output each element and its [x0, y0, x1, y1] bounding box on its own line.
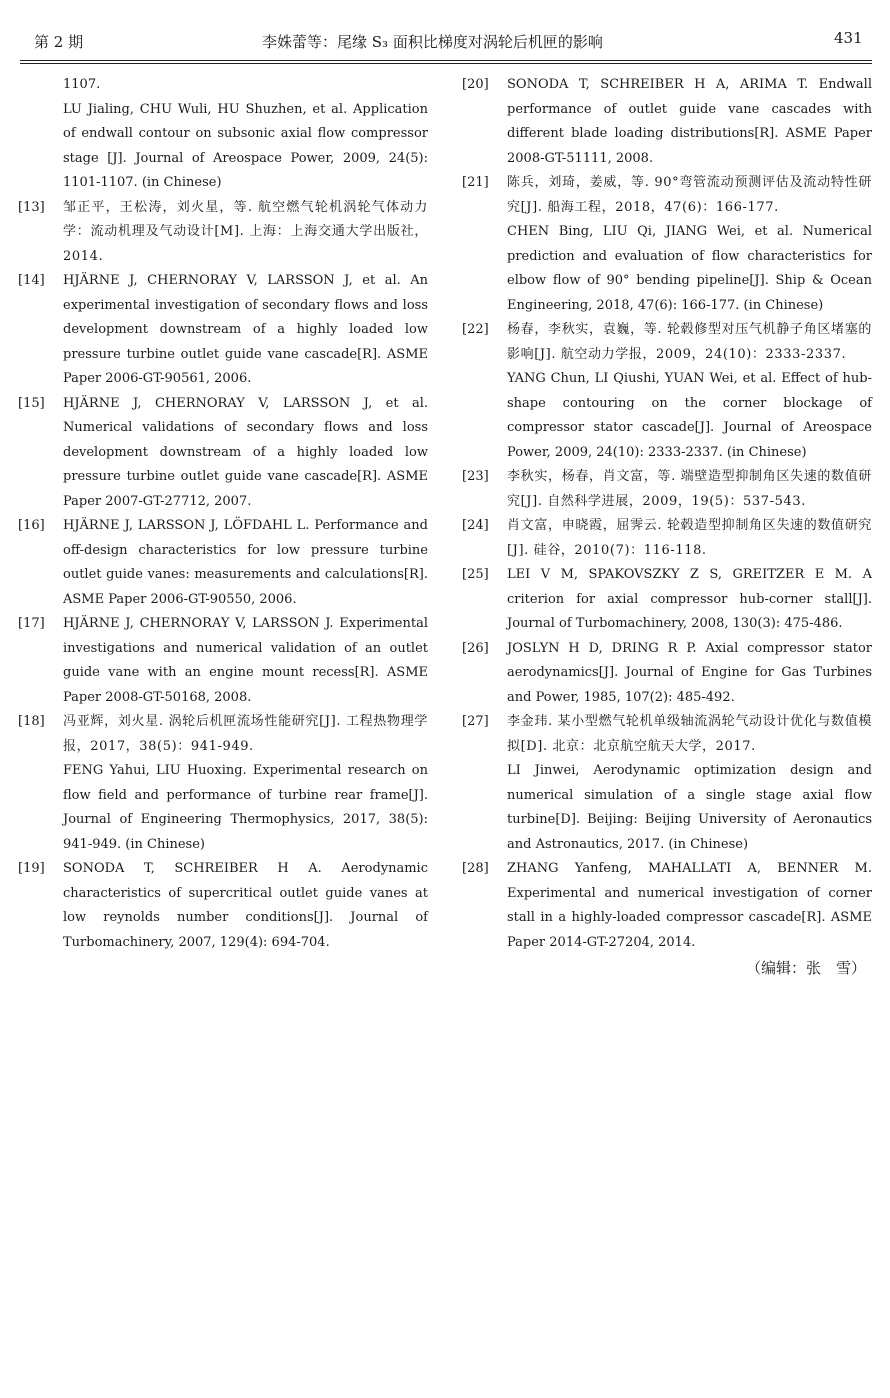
reference-text	[63, 392, 428, 515]
reference-paragraph: ZHANG Yanfeng, MAHALLATI A, BENNER M. Experimental and numerical investigation of corner stall in a highly-loaded compressor cascade[R]. ASME Paper 2014-GT-27204, 2014.	[507, 861, 872, 950]
reference-number: [18]	[18, 714, 45, 729]
reference-number: [19]	[18, 861, 45, 876]
reference-entry	[462, 710, 872, 857]
reference-text	[63, 196, 428, 270]
header-rule-thin	[20, 63, 872, 64]
reference-number: [14]	[18, 273, 45, 288]
reference-text	[507, 857, 872, 955]
reference-number: [15]	[18, 395, 45, 411]
reference-entry	[462, 514, 872, 563]
reference-text	[507, 465, 872, 514]
reference-paragraph: 邹正平，王松涛，刘火星，等. 航空燃气轮机涡轮气体动力学：流动机理及气动设计[M]. 上海：上海交通大学出版社，2014.	[63, 199, 428, 264]
editor-credit: （编辑：张 雪）	[746, 959, 867, 977]
reference-entry	[18, 392, 428, 515]
reference-text	[63, 857, 428, 955]
reference-paragraph: LU Jialing, CHU Wuli, HU Shuzhen, et al. Application of endwall contour on subsonic axial flow compressor stage [J]. Journal of Areospace Power, 2009, 24(5): 1101-1107. (in Chinese)	[63, 101, 428, 190]
reference-entry	[18, 612, 428, 710]
reference-number: [13]	[18, 199, 45, 215]
reference-paragraph: HJÄRNE J, CHERNORAY V, LARSSON J. Experimental investigations and numerical validation of an outlet guide vane with an engine mount recess[R]. ASME Paper 2008-GT-50168, 2008.	[63, 616, 428, 705]
reference-text	[507, 318, 872, 465]
reference-paragraph: LI Jinwei, Aerodynamic optimization design and numerical simulation of a single stage axial flow turbine[D]. Beijing: Beijing University of Aeronautics and Astronautics, 2017. (in Chinese)	[507, 763, 872, 852]
issue-label: 第 2 期	[34, 33, 84, 51]
reference-text	[507, 710, 872, 857]
reference-entry	[462, 465, 872, 514]
reference-entry	[462, 318, 872, 465]
running-title: 李姝蕾等：尾缘 S₃ 面积比梯度对涡轮后机匣的影响	[262, 33, 603, 51]
reference-paragraph: JOSLYN H D, DRING R P. Axial compressor stator aerodynamics[J]. Journal of Engine for Gas Turbines and Power, 1985, 107(2): 485-492.	[507, 640, 872, 705]
reference-entry	[18, 514, 428, 612]
reference-entry	[18, 857, 428, 955]
reference-paragraph: 李金玮. 某小型燃气轮机单级轴流涡轮气动设计优化与数值模拟[D]. 北京：北京航空航天大学，2017.	[507, 714, 872, 754]
reference-entry	[462, 857, 872, 955]
reference-text	[507, 514, 872, 563]
reference-entry	[18, 269, 428, 392]
reference-entry	[462, 171, 872, 318]
reference-number: [26]	[462, 640, 489, 656]
reference-text	[63, 269, 428, 392]
reference-text	[507, 171, 872, 318]
reference-text	[507, 637, 872, 711]
header-rule-thick	[20, 60, 872, 61]
reference-number: [24]	[462, 518, 489, 533]
page-number: 431	[834, 29, 863, 47]
reference-paragraph: 1107.	[63, 77, 101, 92]
reference-paragraph: 李秋实，杨春，肖文富，等. 端壁造型抑制角区失速的数值研究[J]. 自然科学进展，2009，19(5)：537-543.	[507, 469, 872, 509]
reference-entry	[462, 73, 872, 171]
reference-number: [28]	[462, 861, 489, 876]
reference-text	[63, 514, 428, 612]
reference-number: [25]	[462, 567, 489, 582]
reference-paragraph: LEI V M, SPAKOVSZKY Z S, GREITZER E M. A criterion for axial compressor hub-corner stall[J]. Journal of Turbomachinery, 2008, 130(3): 475-486.	[507, 567, 872, 631]
reference-number: [17]	[18, 616, 45, 631]
reference-text	[63, 612, 428, 710]
reference-number: [21]	[462, 175, 489, 190]
reference-paragraph: 杨春，李秋实，袁巍，等. 轮毂修型对压气机静子角区堵塞的影响[J]. 航空动力学报，2009，24(10)：2333-2337.	[507, 322, 872, 362]
reference-text	[507, 73, 872, 171]
reference-number: [22]	[462, 322, 489, 337]
reference-entry	[18, 710, 428, 857]
reference-number: [20]	[462, 77, 489, 92]
reference-paragraph: 肖文富，申晓霞，屈霁云. 轮毂造型抑制角区失速的数值研究[J]. 硅谷，2010(7)：116-118.	[507, 518, 872, 558]
reference-entry	[462, 637, 872, 711]
reference-paragraph: 陈兵，刘琦，姜威，等. 90°弯管流动预测评估及流动特性研究[J]. 船海工程，2018，47(6)：166-177.	[507, 175, 872, 215]
reference-entry	[18, 73, 428, 196]
reference-paragraph: HJÄRNE J, LARSSON J, LÖFDAHL L. Performance and off-design characteristics for low pressure turbine outlet guide vanes: measurements and calculations[R]. ASME Paper 2006-GT-90550, 2006.	[63, 518, 428, 607]
reference-text	[63, 710, 428, 857]
reference-paragraph: HJÄRNE J, CHERNORAY V, LARSSON J, et al. An experimental investigation of secondary flows and loss development downstream of a highly loaded low pressure turbine outlet guide vane cascade[R]. ASME Paper 2006-GT-90561, 2006.	[63, 273, 428, 386]
reference-paragraph: 冯亚辉，刘火星. 涡轮后机匣流场性能研究[J]. 工程热物理学报，2017，38(5)：941-949.	[63, 714, 428, 754]
reference-number: [16]	[18, 518, 45, 533]
running-header	[0, 0, 890, 62]
reference-number: [23]	[462, 469, 489, 484]
reference-entry	[18, 196, 428, 270]
reference-paragraph: CHEN Bing, LIU Qi, JIANG Wei, et al. Numerical prediction and evaluation of flow characteristics for elbow flow of 90° bending pipeline[J]. Ship & Ocean Engineering, 2018, 47(6): 166-177. (in Chinese)	[507, 224, 872, 313]
reference-number: [27]	[462, 714, 489, 729]
reference-text	[63, 73, 428, 196]
reference-entry	[462, 563, 872, 637]
reference-paragraph: FENG Yahui, LIU Huoxing. Experimental research on flow field and performance of turbine rear frame[J]. Journal of Engineering Thermophysics, 2017, 38(5): 941-949. (in Chinese)	[63, 763, 428, 852]
reference-paragraph: HJÄRNE J, CHERNORAY V, LARSSON J, et al. Numerical validations of secondary flows and loss development downstream of a highly loaded low pressure turbine outlet guide vane cascade[R]. ASME Paper 2007-GT-27712, 2007.	[63, 395, 428, 509]
reference-text	[507, 563, 872, 637]
references-right-column	[462, 73, 872, 955]
reference-paragraph: SONODA T, SCHREIBER H A, ARIMA T. Endwall performance of outlet guide vane cascades with different blade loading distributions[R]. ASME Paper 2008-GT-51111, 2008.	[507, 77, 872, 166]
references-left-column	[18, 73, 428, 955]
reference-paragraph: SONODA T, SCHREIBER H A. Aerodynamic characteristics of supercritical outlet guide vanes at low reynolds number conditions[J]. Journal of Turbomachinery, 2007, 129(4): 694-704.	[63, 861, 428, 950]
reference-paragraph: YANG Chun, LI Qiushi, YUAN Wei, et al. Effect of hub-shape contouring on the corner blockage of compressor stator cascade[J]. Journal of Areospace Power, 2009, 24(10): 2333-2337. (in Chinese)	[507, 371, 872, 460]
